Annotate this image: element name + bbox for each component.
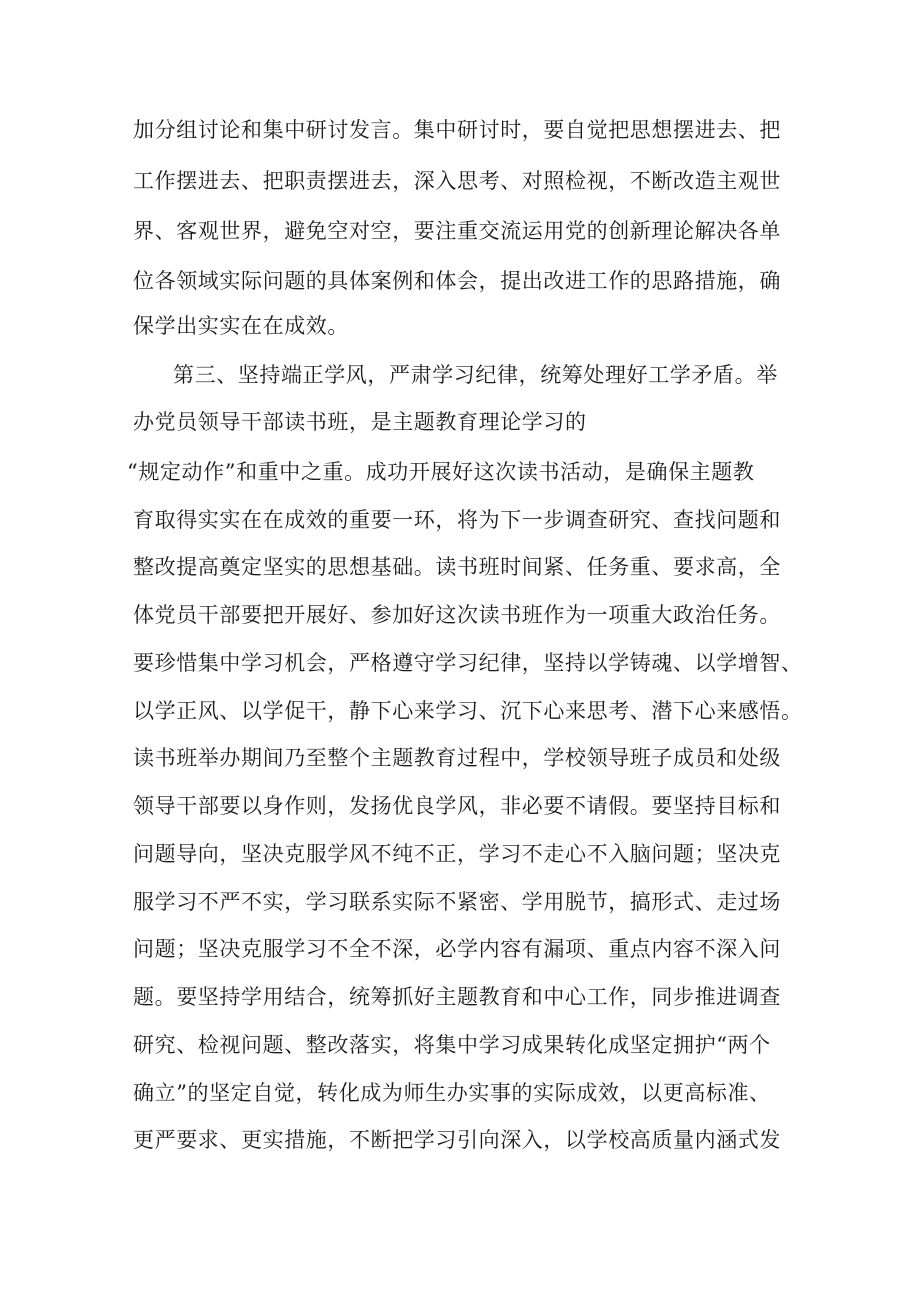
text-line-3: 界、客观世界，避免空对空，要注重交流运用党的创新理论解决各单 bbox=[133, 219, 781, 243]
text-line-16: 问题导向，坚决克服学风不纯不正，学习不走心不入脑问题；坚决克 bbox=[133, 842, 781, 866]
text-line-2: 工作摆进去、把职责摆进去，深入思考、对照检视，不断改造主观世 bbox=[133, 169, 781, 193]
text-line-13: 以学正风、以学促干，静下心来学习、沉下心来思考、潜下心来感悟。 bbox=[133, 699, 803, 723]
text-line-1: 加分组讨论和集中研讨发言。集中研讨时，要自觉把思想摆进去、把 bbox=[133, 118, 781, 142]
text-line-17: 服学习不严不实，学习联系实际不紧密、学用脱节，搞形式、走过场 bbox=[133, 890, 781, 914]
text-line-18: 问题；坚决克服学习不全不深，必学内容有漏项、重点内容不深入问 bbox=[133, 937, 781, 961]
text-line-9: 育取得实实在在成效的重要一环，将为下一步调查研究、查找问题和 bbox=[133, 508, 781, 532]
text-line-5: 保学出实实在在成效。 bbox=[133, 314, 349, 338]
text-line-7: 办党员领导干部读书班，是主题教育理论学习的 bbox=[133, 410, 587, 434]
text-line-21: 确立”的坚定自觉，转化成为师生办实事的实际成效，以更高标准、 bbox=[133, 1081, 771, 1105]
paragraph-3-first-line: 第三、坚持端正学风，严肃学习纪律，统筹处理好工学矛盾。举 bbox=[173, 363, 778, 387]
text-line-4: 位各领域实际问题的具体案例和体会，提出改进工作的思路措施，确 bbox=[133, 269, 781, 293]
text-line-19: 题。要坚持学用结合，统筹抓好主题教育和中心工作，同步推进调查 bbox=[133, 985, 781, 1009]
text-line-8: “规定动作”和重中之重。成功开展好这次读书活动，是确保主题教 bbox=[127, 460, 755, 484]
text-line-20: 研究、检视问题、整改落实，将集中学习成果转化成坚定拥护“两个 bbox=[133, 1033, 771, 1057]
text-line-10: 整改提高奠定坚实的思想基础。读书班时间紧、任务重、要求高，全 bbox=[133, 555, 781, 579]
text-line-15: 领导干部要以身作则，发扬优良学风，非必要不请假。要坚持目标和 bbox=[133, 794, 781, 818]
text-line-14: 读书班举办期间乃至整个主题教育过程中，学校领导班子成员和处级 bbox=[133, 746, 781, 770]
text-line-22: 更严要求、更实措施，不断把学习引向深入，以学校高质量内涵式发 bbox=[133, 1128, 781, 1152]
text-line-11: 体党员干部要把开展好、参加好这次读书班作为一项重大政治任务。 bbox=[133, 603, 781, 627]
text-line-12: 要珍惜集中学习机会，严格遵守学习纪律，坚持以学铸魂、以学增智、 bbox=[133, 651, 803, 675]
